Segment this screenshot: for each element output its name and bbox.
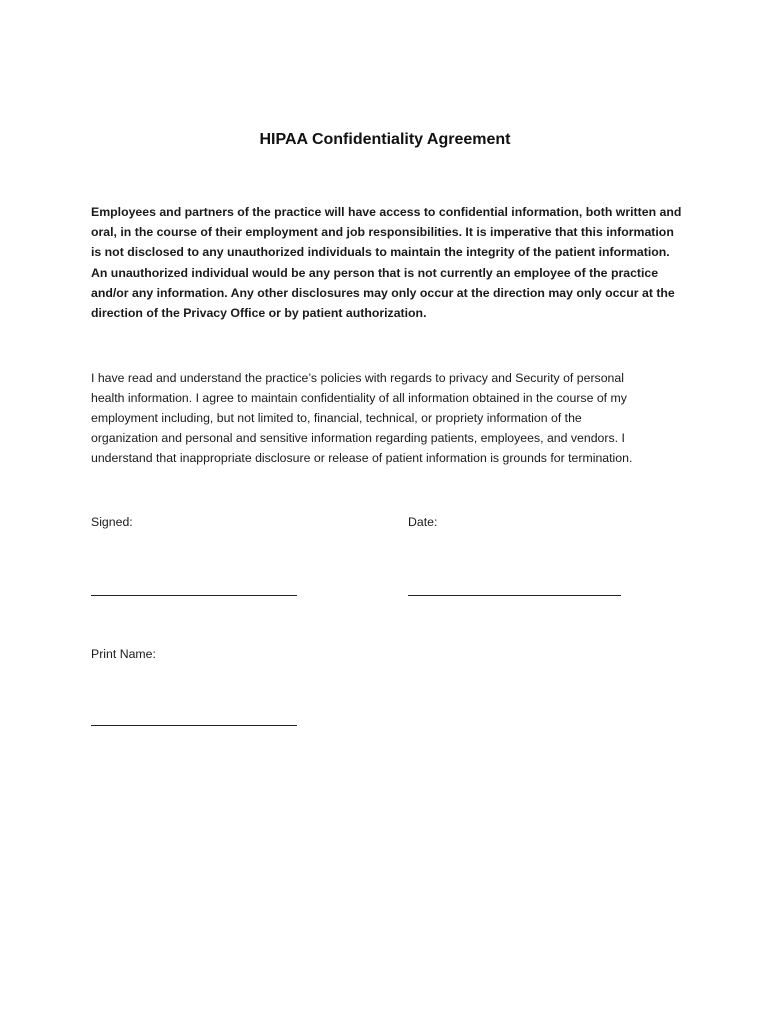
acknowledgement-line: organization and personal and sensitive information regarding patients, employees, and vendors. I bbox=[91, 431, 625, 445]
document-title: HIPAA Confidentiality Agreement bbox=[259, 131, 511, 148]
statement-line: Employees and partners of the practice will have access to confidential information, both written and bbox=[91, 205, 682, 219]
acknowledgement-line: I have read and understand the practice’s policies with regards to privacy and Security of personal bbox=[91, 371, 624, 385]
statement-line: oral, in the course of their employment and job responsibilities. It is imperative that this information bbox=[91, 225, 674, 240]
acknowledgement-line: understand that inappropriate disclosure or release of patient information is grounds for termination. bbox=[91, 451, 633, 465]
date-line[interactable] bbox=[408, 595, 621, 596]
statement-line: and/or any information. Any other disclosures may only occur at the direction may only occur at the bbox=[91, 285, 675, 300]
signature-line[interactable] bbox=[91, 595, 297, 596]
statement-line: An unauthorized individual would be any person that is not currently an employee of the practice bbox=[91, 265, 659, 280]
signed-label: Signed: bbox=[91, 515, 133, 529]
acknowledgement-statement bbox=[91, 368, 681, 468]
acknowledgement-line: health information. I agree to maintain confidentiality of all information obtained in the course of my bbox=[91, 391, 627, 405]
acknowledgement-line: employment including, but not limited to, financial, technical, or propriety information of the bbox=[91, 411, 582, 425]
date-label: Date: bbox=[408, 515, 438, 529]
statement-line: is not disclosed to any unauthorized individuals to maintain the integrity of the patient information. bbox=[91, 245, 670, 260]
statement-line: direction of the Privacy Office or by patient authorization. bbox=[91, 306, 427, 321]
confidentiality-statement bbox=[91, 202, 681, 323]
print-name-line[interactable] bbox=[91, 725, 297, 726]
print-name-label: Print Name: bbox=[91, 647, 156, 661]
